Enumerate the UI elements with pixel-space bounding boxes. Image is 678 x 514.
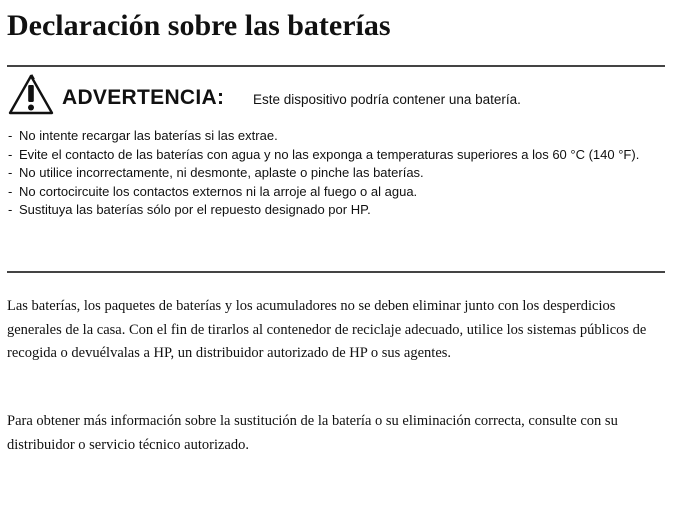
top-divider xyxy=(7,65,665,67)
warning-item: - Evite el contacto de las baterías con agua y no las exponga a temperaturas superiores a los 60 °C (140 °F). xyxy=(8,146,668,165)
warning-text: Este dispositivo podría contener una batería. xyxy=(253,92,521,107)
info-paragraph: Para obtener más información sobre la sustitución de la batería o su eliminación correcta, consulte con su distribuidor o servicio técnico autorizado. xyxy=(7,413,618,453)
warning-list xyxy=(8,127,668,220)
warning-item: - No cortocircuite los contactos externos ni la arroje al fuego o al agua. xyxy=(8,183,668,202)
warning-triangle-icon xyxy=(8,73,54,115)
warning-label: ADVERTENCIA: xyxy=(62,86,225,109)
warning-item: - No intente recargar las baterías si las extrae. xyxy=(8,127,668,146)
bottom-divider xyxy=(7,271,665,273)
warning-item: - Sustituya las baterías sólo por el repuesto designado por HP. xyxy=(8,201,668,220)
disposal-paragraph: Las baterías, los paquetes de baterías y los acumuladores no se deben eliminar junto con los desperdicios generales de la casa. Con el fin de tirarlos al contenedor de reciclaje adecuado, utilice los sistemas públicos de recogida o devuélvalas a HP, un distribuidor autorizado de HP o sus agentes. xyxy=(7,298,647,361)
page-title: Declaración sobre las baterías xyxy=(7,9,391,42)
warning-item: - No utilice incorrectamente, ni desmonte, aplaste o pinche las baterías. xyxy=(8,164,668,183)
